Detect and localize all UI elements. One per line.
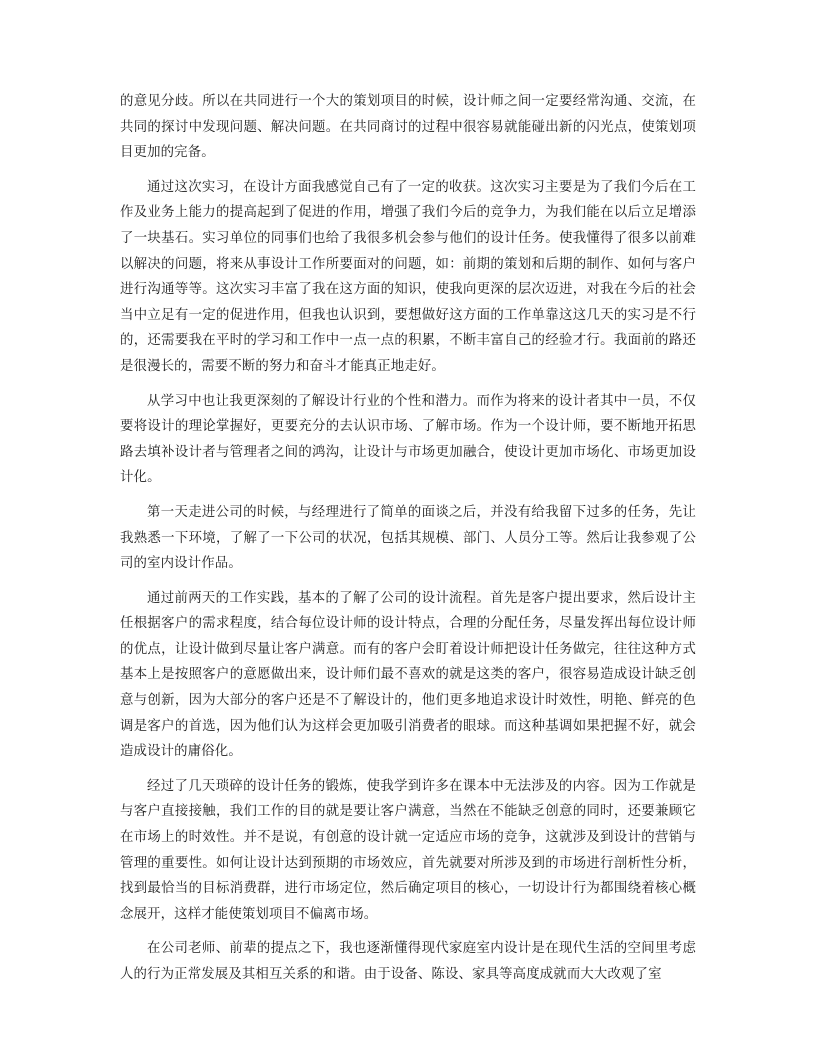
paragraph-design-process: 通过前两天的工作实践，基本的了解了公司的设计流程。首先是客户提出要求，然后设计主任根据客户的需求程度，结合每位设计师的设计特点，合理的分配任务，尽量发挥出每位设计师的优点，让设计做到尽量让客户满意。而有的客户会盯着设计师把设计任务做完，往往这种方式基本上是按照客户的意愿做出来，设计师们最不喜欢的就是这类的客户，很容易造成设计缺乏创意与创新，因为大部分的客户还是不了解设计的，他们更多地追求设计时效性，明艳、鲜亮的色调是客户的首选，因为他们认为这样会更加吸引消费者的眼球。而这种基调如果把握不好，就会造成设计的庸俗化。 xyxy=(120,590,696,760)
document-body xyxy=(120,89,696,997)
paragraph-interior-design: 在公司老师、前辈的提点之下，我也逐渐懂得现代家庭室内设计是在现代生活的空间里考虑人的行为正常发展及其相互关系的和谐。由于设备、陈设、家具等高度成就而大大改观了室 xyxy=(120,941,696,982)
paragraph-market-awareness: 经过了几天琐碎的设计任务的锻炼，使我学到许多在课本中无法涉及的内容。因为工作就是与客户直接接触，我们工作的目的就是要让客户满意，当然在不能缺乏创意的同时，还要兼顾它在市场上的时效性。并不是说，有创意的设计就一定适应市场的竞争，这就涉及到设计的营销与管理的重要性。如何让设计达到预期的市场效应，首先就要对所涉及到的市场进行剖析性分析，找到最恰当的目标消费群，进行市场定位，然后确定项目的核心，一切设计行为都围绕着核心概念展开，这样才能使策划项目不偏离市场。 xyxy=(120,778,696,922)
paragraph-industry-insight: 从学习中也让我更深刻的了解设计行业的个性和潜力。而作为将来的设计者其中一员，不仅要将设计的理论掌握好，更要充分的去认识市场、了解市场。作为一个设计师，要不断地开拓思路去填补设计者与管理者之间的鸿沟，让设计与市场更加融合，使设计更加市场化、市场更加设计化。 xyxy=(120,393,696,486)
paragraph-continuation: 的意见分歧。所以在共同进行一个大的策划项目的时候，设计师之间一定要经常沟通、交流，在共同的探讨中发现问题、解决问题。在共同商讨的过程中很容易就能碰出新的闪光点，使策划项目更加的完备。 xyxy=(120,94,696,161)
paragraph-first-day: 第一天走进公司的时候，与经理进行了简单的面谈之后，并没有给我留下过多的任务，先让我熟悉一下环境，了解了一下公司的状况，包括其规模、部门、人员分工等。然后让我参观了公司的室内设计作品。 xyxy=(120,504,696,572)
paragraph-internship-gains: 通过这次实习，在设计方面我感觉自己有了一定的收获。这次实习主要是为了我们今后在工作及业务上能力的提高起到了促进的作用，增强了我们今后的竞争力，为我们能在以后立足增添了一块基石。实习单位的同事们也给了我很多机会参与他们的设计任务。使我懂得了很多以前难以解决的问题，将来从事设计工作所要面对的问题，如：前期的策划和后期的制作、如何与客户进行沟通等等。这次实习丰富了我在这方面的知识，使我向更深的层次迈进，对我在今后的社会当中立足有一定的促进作用，但我也认识到，要想做好这方面的工作单靠这这几天的实习是不行的，还需要我在平时的学习和工作中一点一点的积累，不断丰富自己的经验才行。我面前的路还是很漫长的，需要不断的努力和奋斗才能真正地走好。 xyxy=(120,179,696,374)
